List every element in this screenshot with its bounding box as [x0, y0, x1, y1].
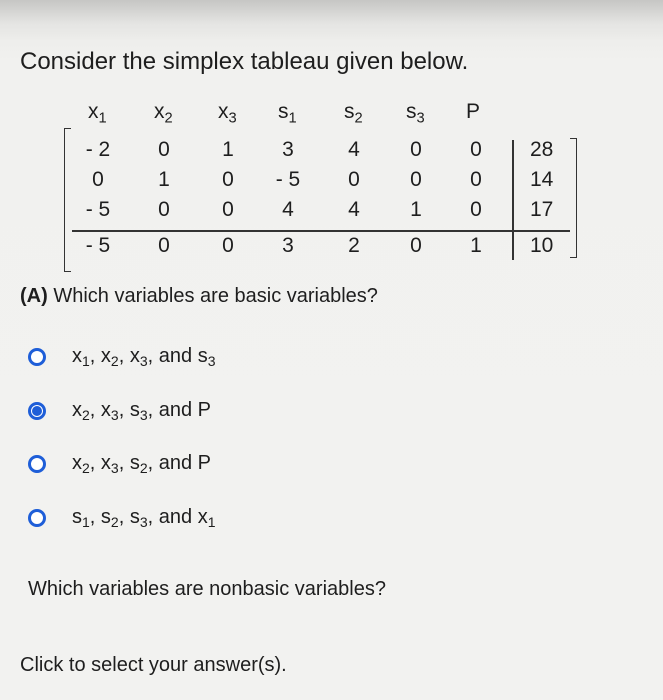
tableau-cell-r4-c2: 0	[158, 234, 170, 257]
radio-unselected-icon[interactable]	[28, 348, 46, 366]
column-header-x2: $x_2$	[154, 100, 173, 127]
tableau-cell-r2-c1: 0	[92, 168, 104, 191]
tableau-cell-r2-c5: 0	[348, 168, 360, 191]
tableau-cell-r4-c4: 3	[282, 234, 294, 257]
tableau-cell-r4-c8: 10	[530, 234, 554, 257]
question-b: Which variables are nonbasic variables?	[28, 578, 386, 600]
tableau-cell-r2-c7: 0	[470, 168, 482, 191]
answer-option-2[interactable]	[28, 396, 211, 426]
radio-unselected-icon[interactable]	[28, 455, 46, 473]
tableau-cell-r4-c5: 2	[348, 234, 360, 257]
column-header-x3: $x_3$	[218, 100, 237, 127]
column-header-s3: $s_3$	[406, 100, 425, 127]
tableau-cell-r3-c7: 0	[470, 198, 482, 221]
tableau-cell-r2-c2: 1	[158, 168, 170, 191]
tableau-cell-r3-c2: 0	[158, 198, 170, 221]
column-header-s2: $s_2$	[344, 100, 363, 127]
tableau-cell-r4-c1: - 5	[85, 234, 111, 257]
answer-option-3[interactable]	[28, 449, 211, 479]
tableau-cell-r1-c2: 0	[158, 138, 170, 161]
tableau-cell-r3-c4: 4	[282, 198, 294, 221]
tableau-cell-r3-c5: 4	[348, 198, 360, 221]
tableau-cell-r2-c3: 0	[222, 168, 234, 191]
radio-selected-icon[interactable]	[28, 402, 46, 420]
rhs-divider	[512, 140, 514, 260]
tableau-cell-r4-c7: 1	[470, 234, 482, 257]
answer-option-1[interactable]	[28, 342, 215, 372]
tableau-cell-r2-c6: 0	[410, 168, 422, 191]
simplex-tableau	[58, 100, 588, 270]
left-bracket	[64, 128, 71, 272]
column-header-p: P	[466, 100, 481, 123]
tableau-cell-r1-c5: 4	[348, 138, 360, 161]
question-a-prefix: (A)	[20, 285, 48, 307]
answer-option-label: $x_1$, $x_2$, $x_3$, and $s_3$	[72, 344, 216, 370]
answer-option-label: $s_1$, $s_2$, $s_3$, and $x_1$	[72, 505, 216, 531]
tableau-cell-r1-c8: 28	[530, 138, 554, 161]
tableau-cell-r1-c4: 3	[282, 138, 294, 161]
question-a-text: Which variables are basic variables?	[47, 285, 378, 307]
select-answer-hint: Click to select your answer(s).	[20, 654, 287, 676]
tableau-cell-r2-c4: - 5	[275, 168, 301, 191]
column-header-s1: $s_1$	[278, 100, 297, 127]
tableau-cell-r3-c8: 17	[530, 198, 554, 221]
tableau-cell-r1-c7: 0	[470, 138, 482, 161]
problem-title: Consider the simplex tableau given below.	[20, 48, 469, 75]
tableau-cell-r2-c8: 14	[530, 168, 554, 191]
objective-row-divider	[72, 230, 570, 232]
answer-option-label: $x_2$, $x_3$, $s_3$, and P	[72, 398, 212, 424]
tableau-cell-r1-c6: 0	[410, 138, 422, 161]
tableau-cell-r3-c3: 0	[222, 198, 234, 221]
tableau-cell-r1-c3: 1	[222, 138, 234, 161]
tableau-cell-r3-c1: - 5	[85, 198, 111, 221]
answer-option-4[interactable]	[28, 503, 215, 533]
tableau-cell-r4-c6: 0	[410, 234, 422, 257]
tableau-cell-r1-c1: - 2	[85, 138, 111, 161]
radio-unselected-icon[interactable]	[28, 509, 46, 527]
right-bracket	[570, 138, 577, 258]
tableau-cell-r4-c3: 0	[222, 234, 234, 257]
answer-option-label: $x_2$, $x_3$, $s_2$, and P	[72, 451, 212, 477]
column-header-x1: $x_1$	[88, 100, 107, 127]
tableau-cell-r3-c6: 1	[410, 198, 422, 221]
page-top-edge	[0, 0, 663, 40]
question-a	[20, 285, 378, 308]
